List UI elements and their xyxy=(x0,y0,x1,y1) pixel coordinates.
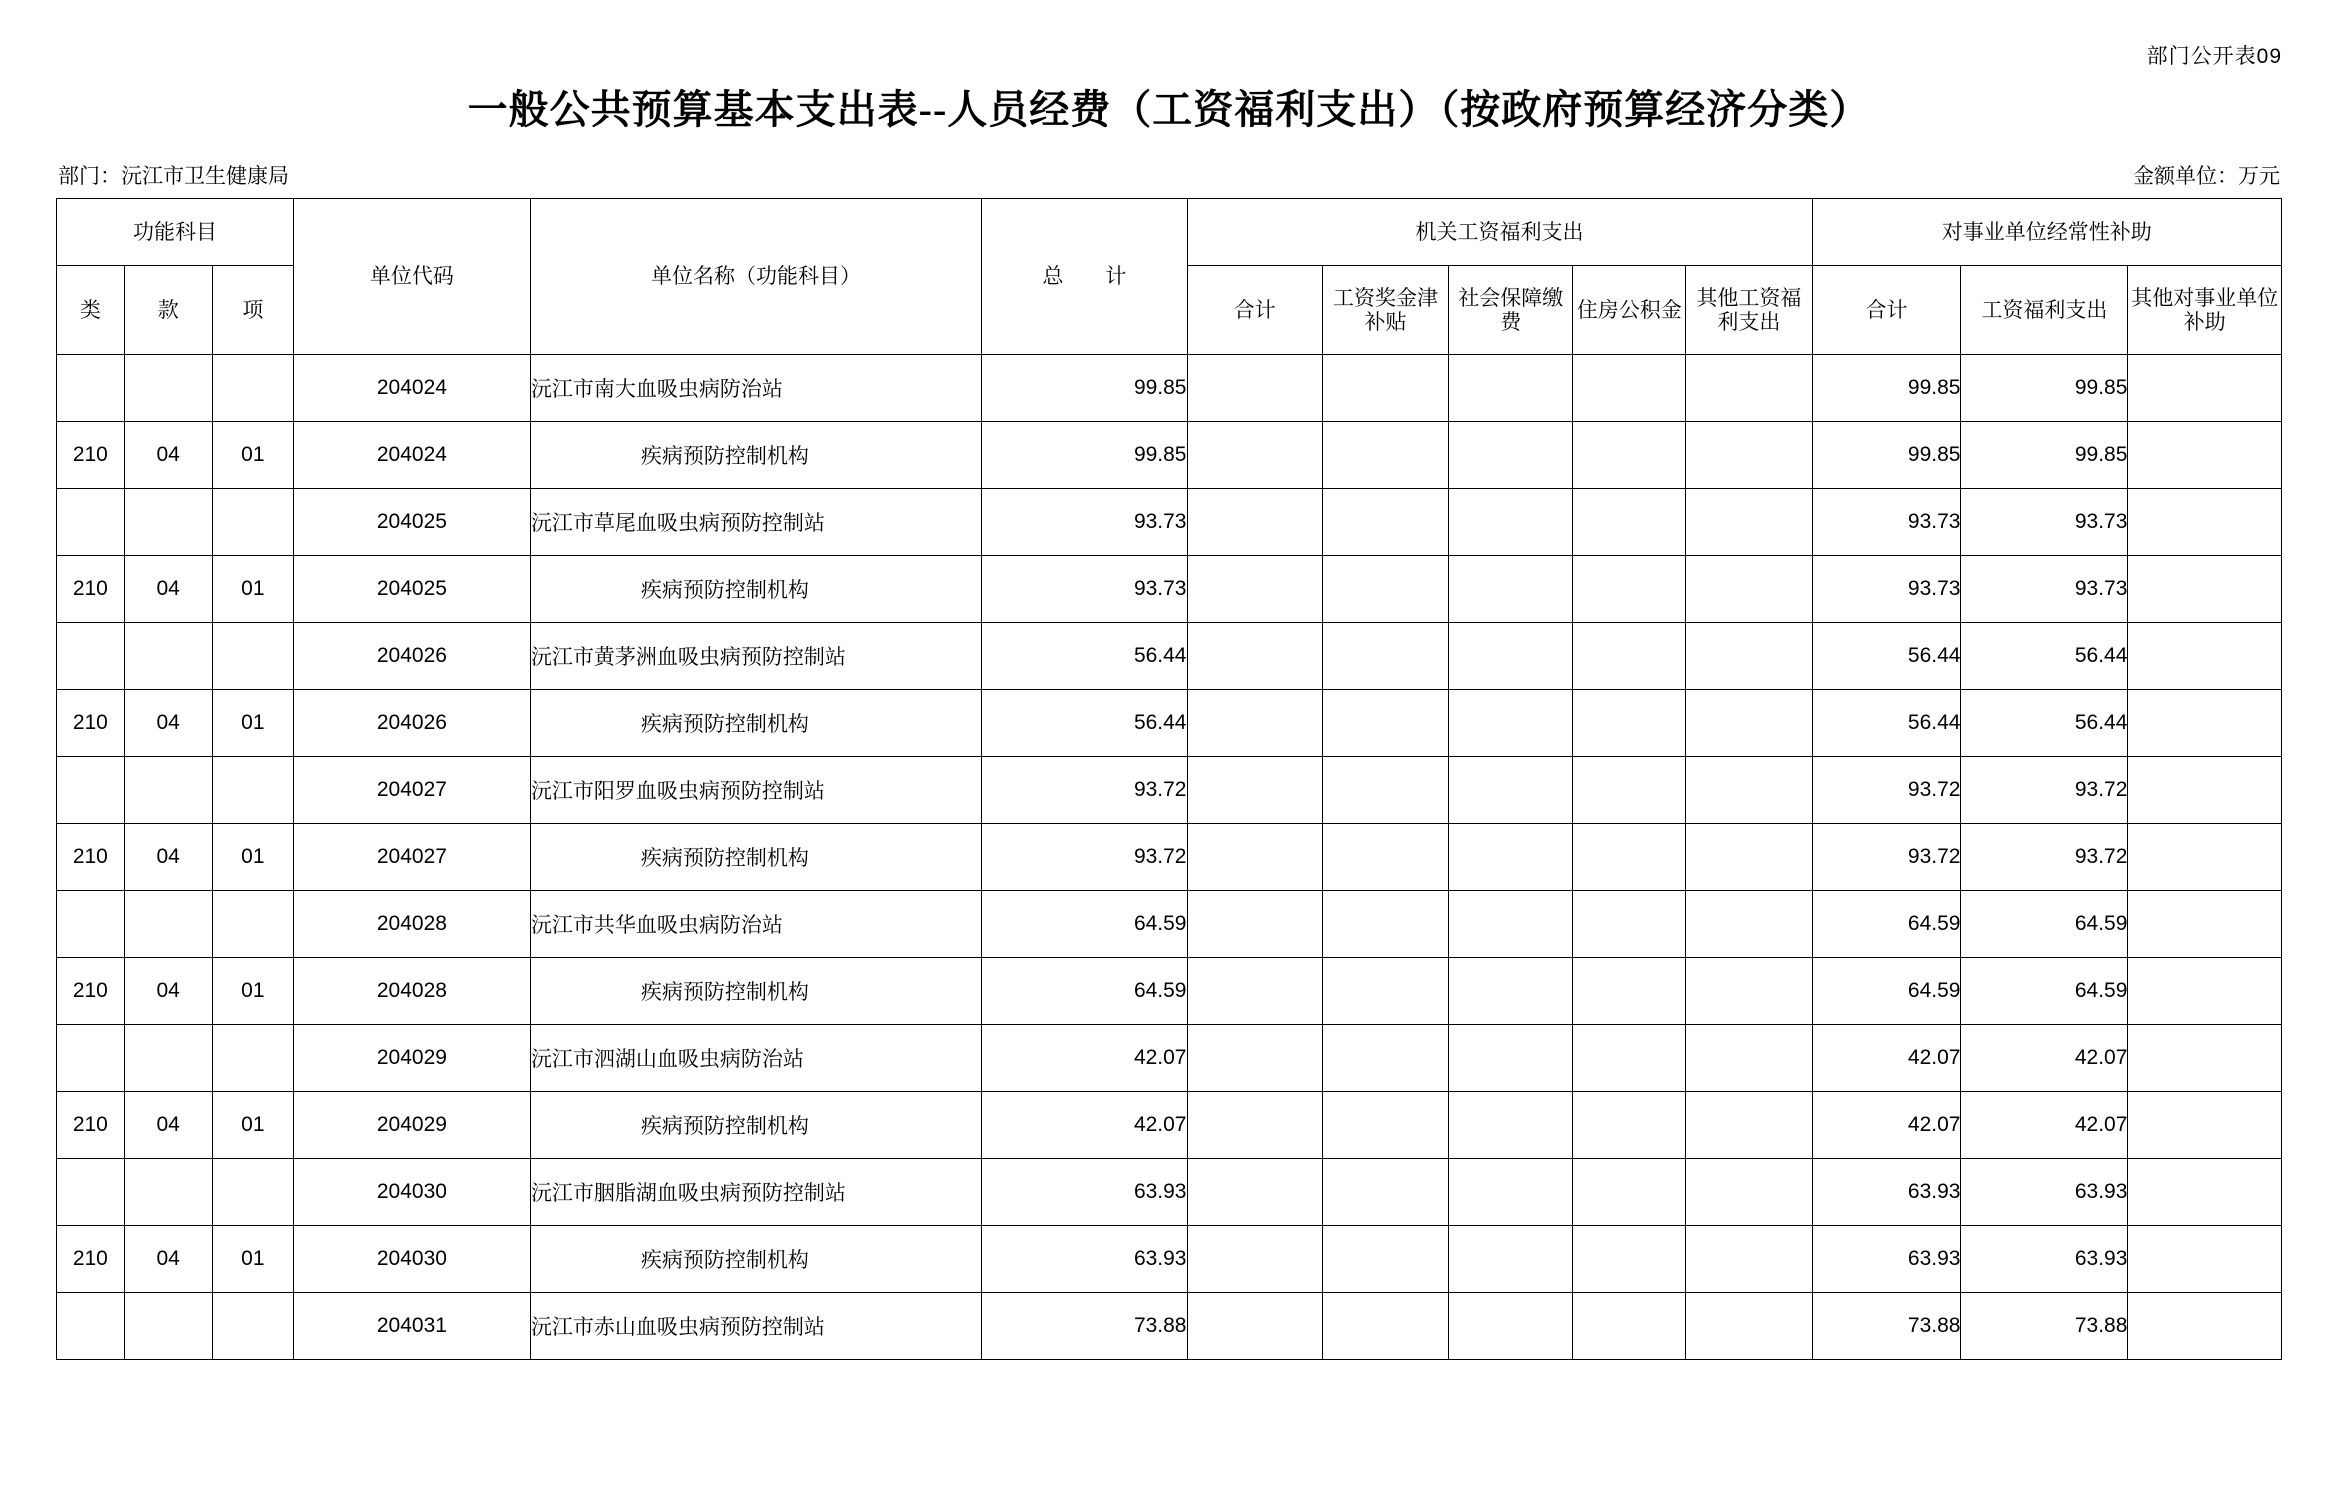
cell-jg-other xyxy=(1686,690,1812,757)
cell-sy-salary: 63.93 xyxy=(1961,1159,2128,1226)
cell-total: 63.93 xyxy=(982,1226,1187,1293)
cell-lei: 210 xyxy=(57,958,125,1025)
department-label: 部门：沅江市卫生健康局 xyxy=(58,165,289,188)
cell-sy-other xyxy=(2128,355,2282,422)
table-row xyxy=(57,1092,2282,1159)
cell-jg-housing xyxy=(1573,690,1686,757)
cell-jg-total xyxy=(1187,1025,1322,1092)
cell-jg-bonus xyxy=(1322,1226,1448,1293)
cell-xiang xyxy=(212,355,293,422)
cell-kuan: 04 xyxy=(124,690,212,757)
cell-total: 63.93 xyxy=(982,1159,1187,1226)
cell-unit-name: 沅江市南大血吸虫病防治站 xyxy=(530,355,981,422)
cell-kuan xyxy=(124,891,212,958)
cell-total: 93.73 xyxy=(982,489,1187,556)
cell-kuan xyxy=(124,355,212,422)
cell-unit-code: 204026 xyxy=(293,623,530,690)
cell-xiang: 01 xyxy=(212,422,293,489)
table-row xyxy=(57,1025,2282,1092)
cell-sy-salary: 64.59 xyxy=(1961,891,2128,958)
cell-unit-code: 204028 xyxy=(293,891,530,958)
table-row xyxy=(57,824,2282,891)
cell-unit-code: 204030 xyxy=(293,1226,530,1293)
cell-sy-salary: 73.88 xyxy=(1961,1293,2128,1360)
table-row xyxy=(57,757,2282,824)
cell-jg-housing xyxy=(1573,891,1686,958)
cell-jg-total xyxy=(1187,355,1322,422)
cell-kuan: 04 xyxy=(124,824,212,891)
cell-lei xyxy=(57,891,125,958)
cell-lei xyxy=(57,623,125,690)
cell-jg-bonus xyxy=(1322,1092,1448,1159)
cell-jg-social xyxy=(1449,1159,1573,1226)
cell-unit-code: 204027 xyxy=(293,824,530,891)
cell-sy-total: 42.07 xyxy=(1812,1092,1961,1159)
cell-xiang: 01 xyxy=(212,824,293,891)
cell-sy-total: 99.85 xyxy=(1812,422,1961,489)
cell-jg-total xyxy=(1187,1159,1322,1226)
table-row xyxy=(57,1293,2282,1360)
cell-jg-total xyxy=(1187,958,1322,1025)
table-row xyxy=(57,556,2282,623)
header-group-jiguan: 机关工资福利支出 xyxy=(1187,199,1812,266)
cell-jg-social xyxy=(1449,891,1573,958)
cell-jg-other xyxy=(1686,958,1812,1025)
cell-lei xyxy=(57,1159,125,1226)
cell-jg-total xyxy=(1187,623,1322,690)
cell-jg-total xyxy=(1187,1092,1322,1159)
cell-xiang xyxy=(212,891,293,958)
cell-sy-other xyxy=(2128,1293,2282,1360)
page-title: 一般公共预算基本支出表--人员经费（工资福利支出）（按政府预算经济分类） xyxy=(467,87,1871,132)
cell-sy-total: 73.88 xyxy=(1812,1293,1961,1360)
cell-sy-salary: 99.85 xyxy=(1961,355,2128,422)
table-row xyxy=(57,1159,2282,1226)
cell-kuan: 04 xyxy=(124,556,212,623)
cell-jg-social xyxy=(1449,489,1573,556)
cell-xiang: 01 xyxy=(212,958,293,1025)
cell-jg-other xyxy=(1686,355,1812,422)
cell-lei: 210 xyxy=(57,690,125,757)
cell-lei: 210 xyxy=(57,1092,125,1159)
cell-sy-total: 56.44 xyxy=(1812,690,1961,757)
cell-jg-other xyxy=(1686,1092,1812,1159)
cell-kuan xyxy=(124,1025,212,1092)
cell-jg-housing xyxy=(1573,757,1686,824)
cell-jg-other xyxy=(1686,1293,1812,1360)
cell-unit-name: 疾病预防控制机构 xyxy=(530,958,981,1025)
cell-jg-other xyxy=(1686,422,1812,489)
cell-jg-bonus xyxy=(1322,489,1448,556)
cell-sy-total: 63.93 xyxy=(1812,1226,1961,1293)
cell-sy-total: 63.93 xyxy=(1812,1159,1961,1226)
cell-unit-code: 204029 xyxy=(293,1025,530,1092)
cell-sy-total: 64.59 xyxy=(1812,958,1961,1025)
cell-unit-code: 204025 xyxy=(293,556,530,623)
header-jg-bonus: 工资奖金津补贴 xyxy=(1322,266,1448,355)
cell-jg-housing xyxy=(1573,824,1686,891)
cell-sy-salary: 56.44 xyxy=(1961,623,2128,690)
cell-unit-name: 沅江市共华血吸虫病防治站 xyxy=(530,891,981,958)
cell-jg-social xyxy=(1449,623,1573,690)
header-group-shiye: 对事业单位经常性补助 xyxy=(1812,199,2281,266)
table-row xyxy=(57,355,2282,422)
cell-total: 99.85 xyxy=(982,355,1187,422)
cell-jg-total xyxy=(1187,757,1322,824)
cell-jg-social xyxy=(1449,824,1573,891)
cell-jg-total xyxy=(1187,422,1322,489)
cell-jg-social xyxy=(1449,1293,1573,1360)
cell-unit-name: 疾病预防控制机构 xyxy=(530,1092,981,1159)
cell-sy-other xyxy=(2128,690,2282,757)
table-row xyxy=(57,623,2282,690)
cell-kuan xyxy=(124,1159,212,1226)
cell-jg-social xyxy=(1449,1226,1573,1293)
cell-jg-housing xyxy=(1573,1293,1686,1360)
table-row xyxy=(57,891,2282,958)
cell-sy-total: 42.07 xyxy=(1812,1025,1961,1092)
table-row xyxy=(57,1226,2282,1293)
cell-sy-total: 93.72 xyxy=(1812,824,1961,891)
header-jg-social: 社会保障缴费 xyxy=(1449,266,1573,355)
cell-unit-code: 204024 xyxy=(293,355,530,422)
cell-jg-housing xyxy=(1573,1159,1686,1226)
cell-xiang xyxy=(212,1293,293,1360)
cell-unit-name: 疾病预防控制机构 xyxy=(530,556,981,623)
cell-sy-salary: 56.44 xyxy=(1961,690,2128,757)
cell-total: 73.88 xyxy=(982,1293,1187,1360)
cell-jg-housing xyxy=(1573,355,1686,422)
cell-kuan: 04 xyxy=(124,1092,212,1159)
cell-xiang: 01 xyxy=(212,1226,293,1293)
cell-unit-name: 疾病预防控制机构 xyxy=(530,1226,981,1293)
cell-jg-total xyxy=(1187,1293,1322,1360)
header-unit-code: 单位代码 xyxy=(293,199,530,355)
cell-jg-bonus xyxy=(1322,757,1448,824)
cell-sy-salary: 93.72 xyxy=(1961,757,2128,824)
cell-unit-name: 沅江市泗湖山血吸虫病防治站 xyxy=(530,1025,981,1092)
cell-sy-other xyxy=(2128,891,2282,958)
cell-unit-name: 沅江市阳罗血吸虫病预防控制站 xyxy=(530,757,981,824)
cell-jg-social xyxy=(1449,690,1573,757)
cell-jg-other xyxy=(1686,489,1812,556)
cell-sy-salary: 64.59 xyxy=(1961,958,2128,1025)
cell-xiang: 01 xyxy=(212,1092,293,1159)
cell-sy-salary: 42.07 xyxy=(1961,1025,2128,1092)
cell-kuan xyxy=(124,623,212,690)
cell-unit-code: 204027 xyxy=(293,757,530,824)
header-func-subject: 功能科目 xyxy=(57,199,294,266)
cell-jg-other xyxy=(1686,1025,1812,1092)
table-row xyxy=(57,489,2282,556)
cell-jg-other xyxy=(1686,556,1812,623)
cell-sy-other xyxy=(2128,1226,2282,1293)
header-total: 总 计 xyxy=(982,199,1187,355)
cell-jg-social xyxy=(1449,556,1573,623)
cell-total: 93.73 xyxy=(982,556,1187,623)
cell-unit-name: 沅江市赤山血吸虫病预防控制站 xyxy=(530,1293,981,1360)
cell-sy-salary: 93.73 xyxy=(1961,489,2128,556)
header-xiang: 项 xyxy=(212,266,293,355)
header-jg-total: 合计 xyxy=(1187,266,1322,355)
cell-kuan: 04 xyxy=(124,422,212,489)
form-number-label: 部门公开表09 xyxy=(2146,45,2282,68)
cell-jg-social xyxy=(1449,757,1573,824)
amount-unit-label: 金额单位：万元 xyxy=(2133,165,2280,188)
cell-lei: 210 xyxy=(57,1226,125,1293)
cell-xiang xyxy=(212,623,293,690)
cell-sy-other xyxy=(2128,757,2282,824)
cell-jg-other xyxy=(1686,623,1812,690)
header-unit-name: 单位名称（功能科目） xyxy=(530,199,981,355)
cell-jg-housing xyxy=(1573,623,1686,690)
cell-jg-housing xyxy=(1573,489,1686,556)
cell-sy-total: 99.85 xyxy=(1812,355,1961,422)
cell-jg-total xyxy=(1187,556,1322,623)
cell-jg-total xyxy=(1187,891,1322,958)
cell-unit-code: 204025 xyxy=(293,489,530,556)
cell-jg-housing xyxy=(1573,556,1686,623)
cell-jg-housing xyxy=(1573,1226,1686,1293)
cell-sy-total: 93.72 xyxy=(1812,757,1961,824)
table-body xyxy=(57,355,2282,1360)
cell-jg-bonus xyxy=(1322,891,1448,958)
cell-unit-name: 疾病预防控制机构 xyxy=(530,824,981,891)
cell-jg-bonus xyxy=(1322,1025,1448,1092)
cell-sy-salary: 93.72 xyxy=(1961,824,2128,891)
cell-kuan: 04 xyxy=(124,1226,212,1293)
cell-jg-other xyxy=(1686,757,1812,824)
cell-jg-total xyxy=(1187,489,1322,556)
cell-lei: 210 xyxy=(57,824,125,891)
cell-sy-other xyxy=(2128,824,2282,891)
cell-kuan xyxy=(124,757,212,824)
cell-jg-bonus xyxy=(1322,824,1448,891)
cell-sy-other xyxy=(2128,623,2282,690)
table-row xyxy=(57,958,2282,1025)
cell-total: 64.59 xyxy=(982,891,1187,958)
cell-kuan: 04 xyxy=(124,958,212,1025)
cell-xiang: 01 xyxy=(212,690,293,757)
cell-jg-other xyxy=(1686,1226,1812,1293)
cell-sy-total: 64.59 xyxy=(1812,891,1961,958)
cell-unit-name: 沅江市草尾血吸虫病预防控制站 xyxy=(530,489,981,556)
cell-jg-other xyxy=(1686,891,1812,958)
table-row xyxy=(57,422,2282,489)
header-sy-total: 合计 xyxy=(1812,266,1961,355)
cell-kuan xyxy=(124,1293,212,1360)
cell-unit-name: 疾病预防控制机构 xyxy=(530,690,981,757)
cell-total: 56.44 xyxy=(982,690,1187,757)
cell-xiang xyxy=(212,1159,293,1226)
header-sy-other: 其他对事业单位补助 xyxy=(2128,266,2282,355)
cell-jg-bonus xyxy=(1322,623,1448,690)
cell-lei xyxy=(57,1025,125,1092)
cell-jg-other xyxy=(1686,1159,1812,1226)
cell-sy-total: 56.44 xyxy=(1812,623,1961,690)
header-jg-housing: 住房公积金 xyxy=(1573,266,1686,355)
cell-sy-other xyxy=(2128,422,2282,489)
header-kuan: 款 xyxy=(124,266,212,355)
cell-total: 99.85 xyxy=(982,422,1187,489)
cell-jg-bonus xyxy=(1322,690,1448,757)
cell-unit-name: 沅江市胭脂湖血吸虫病预防控制站 xyxy=(530,1159,981,1226)
cell-lei: 210 xyxy=(57,556,125,623)
cell-xiang xyxy=(212,757,293,824)
cell-sy-other xyxy=(2128,1159,2282,1226)
cell-total: 56.44 xyxy=(982,623,1187,690)
cell-xiang xyxy=(212,1025,293,1092)
cell-total: 93.72 xyxy=(982,824,1187,891)
table-row xyxy=(57,690,2282,757)
cell-jg-housing xyxy=(1573,958,1686,1025)
header-lei: 类 xyxy=(57,266,125,355)
header-sy-salary: 工资福利支出 xyxy=(1961,266,2128,355)
cell-lei xyxy=(57,1293,125,1360)
budget-table xyxy=(56,198,2282,1360)
cell-xiang xyxy=(212,489,293,556)
cell-unit-code: 204028 xyxy=(293,958,530,1025)
cell-jg-social xyxy=(1449,1025,1573,1092)
cell-unit-code: 204026 xyxy=(293,690,530,757)
cell-jg-other xyxy=(1686,824,1812,891)
cell-jg-total xyxy=(1187,690,1322,757)
cell-jg-bonus xyxy=(1322,556,1448,623)
cell-sy-other xyxy=(2128,489,2282,556)
cell-jg-housing xyxy=(1573,1092,1686,1159)
cell-sy-other xyxy=(2128,1092,2282,1159)
cell-jg-bonus xyxy=(1322,422,1448,489)
cell-sy-total: 93.73 xyxy=(1812,489,1961,556)
cell-kuan xyxy=(124,489,212,556)
cell-sy-other xyxy=(2128,958,2282,1025)
cell-total: 64.59 xyxy=(982,958,1187,1025)
cell-sy-salary: 99.85 xyxy=(1961,422,2128,489)
cell-unit-code: 204029 xyxy=(293,1092,530,1159)
header-jg-other: 其他工资福利支出 xyxy=(1686,266,1812,355)
cell-sy-other xyxy=(2128,556,2282,623)
cell-sy-salary: 42.07 xyxy=(1961,1092,2128,1159)
cell-jg-social xyxy=(1449,1092,1573,1159)
cell-total: 93.72 xyxy=(982,757,1187,824)
cell-jg-housing xyxy=(1573,422,1686,489)
cell-jg-bonus xyxy=(1322,958,1448,1025)
cell-jg-total xyxy=(1187,1226,1322,1293)
cell-jg-bonus xyxy=(1322,1293,1448,1360)
cell-jg-social xyxy=(1449,958,1573,1025)
cell-unit-name: 沅江市黄茅洲血吸虫病预防控制站 xyxy=(530,623,981,690)
cell-jg-total xyxy=(1187,824,1322,891)
cell-unit-code: 204030 xyxy=(293,1159,530,1226)
cell-jg-bonus xyxy=(1322,1159,1448,1226)
cell-sy-salary: 93.73 xyxy=(1961,556,2128,623)
cell-jg-housing xyxy=(1573,1025,1686,1092)
cell-sy-total: 93.73 xyxy=(1812,556,1961,623)
table-header xyxy=(57,199,2282,355)
cell-sy-salary: 63.93 xyxy=(1961,1226,2128,1293)
cell-sy-other xyxy=(2128,1025,2282,1092)
cell-unit-code: 204024 xyxy=(293,422,530,489)
cell-unit-code: 204031 xyxy=(293,1293,530,1360)
cell-xiang: 01 xyxy=(212,556,293,623)
cell-lei: 210 xyxy=(57,422,125,489)
cell-jg-social xyxy=(1449,355,1573,422)
cell-jg-social xyxy=(1449,422,1573,489)
cell-unit-name: 疾病预防控制机构 xyxy=(530,422,981,489)
cell-total: 42.07 xyxy=(982,1025,1187,1092)
cell-lei xyxy=(57,489,125,556)
cell-jg-bonus xyxy=(1322,355,1448,422)
cell-lei xyxy=(57,355,125,422)
cell-total: 42.07 xyxy=(982,1092,1187,1159)
cell-lei xyxy=(57,757,125,824)
